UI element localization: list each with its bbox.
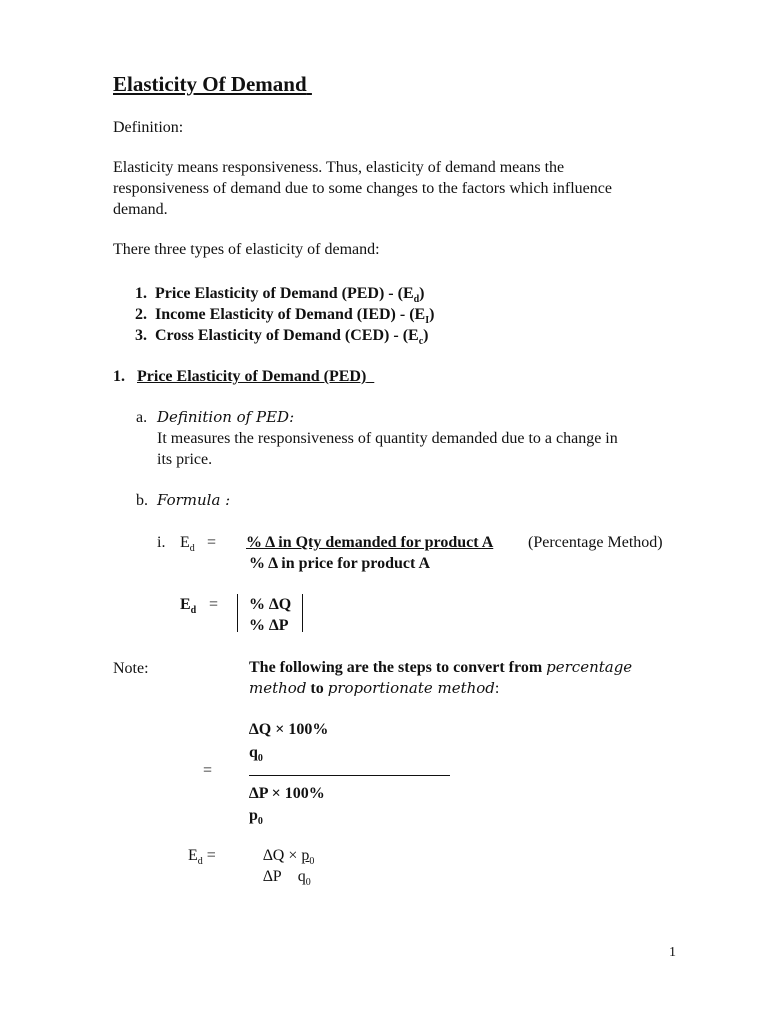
formula-abs-denominator: % ∆P <box>249 617 289 634</box>
absolute-value-bar-left <box>237 594 238 632</box>
item-a-line-2: its price. <box>157 451 213 468</box>
formula-abs-numerator: % ∆Q <box>249 596 292 613</box>
note-text-line-1: The following are the steps to convert from percentage <box>249 658 633 676</box>
formula-i-symbol: $E_d$ <box>180 534 195 555</box>
final-formula-denominator: ∆P $q_0$ <box>263 868 311 889</box>
formula-i-equals: = <box>207 534 217 551</box>
item-a-title: Definition of PED: <box>157 408 295 426</box>
types-list-item: 2. Income Elasticity of Demand $(IED) - (E_I)$ <box>135 306 435 327</box>
definition-label: Definition: <box>113 119 184 136</box>
formula-i-roman: i. <box>157 534 166 551</box>
item-a-line-1: It measures the responsiveness of quantity demanded due to a change in <box>157 430 618 447</box>
types-list-item: 3. Cross Elasticity of Demand $(CED) - (E_c)$ <box>135 327 429 348</box>
conversion-fraction-bar <box>249 775 450 776</box>
note-label: Note: <box>113 660 149 677</box>
conversion-numerator-line-1: ∆Q × 100% <box>249 721 329 738</box>
formula-i-method: (Percentage Method) <box>528 534 663 551</box>
item-b-label: b. <box>136 492 148 509</box>
definition-paragraph-line-2: responsiveness of demand due to some changes to the factors which influence <box>113 180 612 197</box>
formula-abs-equals: = <box>209 596 219 613</box>
definition-paragraph-line-3: demand. <box>113 201 168 218</box>
formula-i-denominator: % Δ in price for product A <box>249 555 431 572</box>
conversion-numerator-line-2: $q_0$ <box>249 744 263 765</box>
page-number: 1 <box>669 945 676 960</box>
conversion-denominator-line-2: $p_0$ <box>249 807 263 828</box>
formula-abs-symbol: $E_d$ <box>180 596 197 617</box>
final-formula-numerator: $\Delta Q \times p_0$ <box>263 847 315 868</box>
item-b-title: Formula : <box>157 491 231 509</box>
formula-i-numerator: % Δ in Qty demanded for product A <box>246 534 494 551</box>
page-title: Elasticity Of Demand <box>113 72 307 96</box>
conversion-equals: = <box>203 762 213 779</box>
conversion-denominator-line-1: ∆P × 100% <box>249 785 325 802</box>
absolute-value-bar-right <box>302 594 303 632</box>
types-intro: There three types of elasticity of demand: <box>113 241 380 258</box>
item-a-label: a. <box>136 409 148 426</box>
note-text-line-2: method to proportionate method: <box>249 679 500 697</box>
section-1-heading: 1. Price Elasticity of Demand (PED) <box>113 368 367 385</box>
types-list-item: 1. Price Elasticity of Demand $(PED) - (E_d)$ <box>135 285 425 306</box>
final-formula-lhs: $E_d$ = <box>188 847 216 868</box>
definition-paragraph-line-1: Elasticity means responsiveness. Thus, elasticity of demand means the <box>113 159 565 176</box>
